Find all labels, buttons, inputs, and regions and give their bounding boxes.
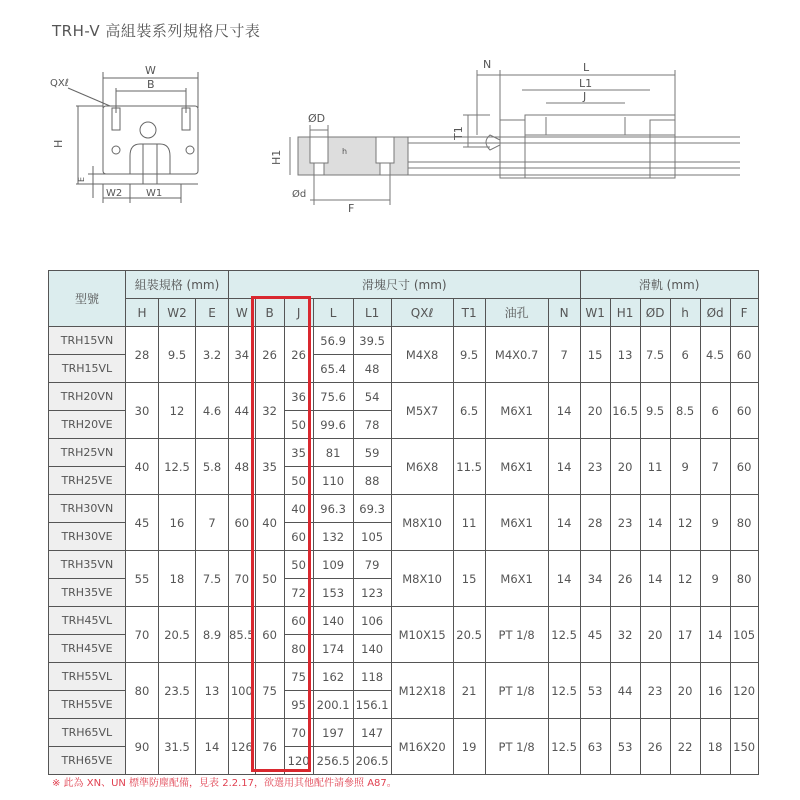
label-L: L: [583, 61, 590, 74]
cell-H1: 23: [610, 495, 640, 551]
cell-H: 30: [126, 383, 159, 439]
cell-B: 26: [255, 327, 284, 383]
col-F: F: [730, 299, 758, 327]
cell-L1: 123: [353, 579, 391, 607]
col-J: J: [284, 299, 313, 327]
cell-Od: 7: [700, 439, 730, 495]
cell-H: 45: [126, 495, 159, 551]
cell-L1: 147: [353, 719, 391, 747]
cell-F: 150: [730, 719, 758, 775]
cell-h: 20: [670, 663, 700, 719]
col-Od: Ød: [700, 299, 730, 327]
model-cell: TRH25VE: [49, 467, 126, 495]
cell-E: 4.6: [196, 383, 229, 439]
cell-W: 85.5: [229, 607, 256, 663]
cell-L1: 48: [353, 355, 391, 383]
cell-W1: 23: [580, 439, 610, 495]
col-oil-hole: 油孔: [485, 299, 548, 327]
spec-table-body: [49, 327, 759, 775]
label-W: W: [145, 64, 156, 77]
cell-F: 60: [730, 383, 758, 439]
col-W1: W1: [580, 299, 610, 327]
cell-L: 140: [313, 607, 353, 635]
cell-J: 35: [284, 439, 313, 467]
cell-T1: 15: [453, 551, 485, 607]
model-cell: TRH25VN: [49, 439, 126, 467]
cell-W1: 45: [580, 607, 610, 663]
cell-F: 80: [730, 551, 758, 607]
cell-QXl: M8X10: [391, 495, 453, 551]
label-W1: W1: [146, 188, 163, 199]
cell-H: 80: [126, 663, 159, 719]
cell-N: 12.5: [548, 663, 580, 719]
cell-N: 7: [548, 327, 580, 383]
cell-oil: M6X1: [485, 439, 548, 495]
cell-L: 56.9: [313, 327, 353, 355]
cell-h: 6: [670, 327, 700, 383]
cell-QXl: M6X8: [391, 439, 453, 495]
cell-N: 12.5: [548, 607, 580, 663]
cell-L1: 78: [353, 411, 391, 439]
header-model: 型號: [49, 271, 126, 327]
cell-oil: M6X1: [485, 383, 548, 439]
label-T1: T1: [452, 126, 465, 140]
cell-h: 12: [670, 495, 700, 551]
cell-H1: 32: [610, 607, 640, 663]
cell-OD: 20: [640, 607, 670, 663]
cell-L1: 206.5: [353, 747, 391, 775]
cell-E: 7.5: [196, 551, 229, 607]
cell-N: 12.5: [548, 719, 580, 775]
col-T1: T1: [453, 299, 485, 327]
header-assembly: 組裝規格 (mm): [126, 271, 229, 299]
column-header-row: [49, 299, 759, 327]
cell-W: 126: [229, 719, 256, 775]
cell-H: 70: [126, 607, 159, 663]
cell-L: 99.6: [313, 411, 353, 439]
cell-h: 9: [670, 439, 700, 495]
cell-OD: 23: [640, 663, 670, 719]
col-E: E: [196, 299, 229, 327]
cell-T1: 11: [453, 495, 485, 551]
cell-L1: 69.3: [353, 495, 391, 523]
cell-OD: 9.5: [640, 383, 670, 439]
cell-J: 72: [284, 579, 313, 607]
cell-W: 34: [229, 327, 256, 383]
cell-Od: 16: [700, 663, 730, 719]
col-QXl: QXℓ: [391, 299, 453, 327]
label-H1: H1: [270, 149, 283, 165]
cell-T1: 11.5: [453, 439, 485, 495]
cell-L1: 39.5: [353, 327, 391, 355]
cell-W2: 12.5: [159, 439, 196, 495]
cell-B: 60: [255, 607, 284, 663]
cell-H: 28: [126, 327, 159, 383]
cell-Od: 6: [700, 383, 730, 439]
cell-W1: 20: [580, 383, 610, 439]
cell-J: 50: [284, 411, 313, 439]
cell-E: 7: [196, 495, 229, 551]
cell-W: 100: [229, 663, 256, 719]
cell-T1: 20.5: [453, 607, 485, 663]
cell-QXl: M16X20: [391, 719, 453, 775]
cell-L1: 59: [353, 439, 391, 467]
label-J: J: [583, 90, 587, 103]
cell-W1: 28: [580, 495, 610, 551]
cell-QXl: M8X10: [391, 551, 453, 607]
cell-J: 80: [284, 635, 313, 663]
model-cell: TRH65VE: [49, 747, 126, 775]
cell-h: 8.5: [670, 383, 700, 439]
cell-W2: 16: [159, 495, 196, 551]
cell-W1: 34: [580, 551, 610, 607]
footnote: ※ 此為 XN、UN 標準防塵配備，見表 2.2.17，欲選用其他配件請參照 A87。: [52, 778, 397, 789]
cell-oil: M4X0.7: [485, 327, 548, 383]
label-QXl: QXℓ: [50, 78, 69, 89]
cell-OD: 11: [640, 439, 670, 495]
cell-T1: 6.5: [453, 383, 485, 439]
cell-N: 14: [548, 439, 580, 495]
cell-L1: 54: [353, 383, 391, 411]
cell-L: 75.6: [313, 383, 353, 411]
cell-W: 48: [229, 439, 256, 495]
cell-Od: 4.5: [700, 327, 730, 383]
page-title: TRH-V 高組裝系列規格尺寸表: [52, 22, 261, 40]
cell-W2: 9.5: [159, 327, 196, 383]
cell-L: 153: [313, 579, 353, 607]
cell-J: 95: [284, 691, 313, 719]
cell-H1: 53: [610, 719, 640, 775]
label-Od: Ød: [292, 189, 307, 200]
cell-E: 14: [196, 719, 229, 775]
cell-H: 40: [126, 439, 159, 495]
cell-h: 22: [670, 719, 700, 775]
cell-L1: 105: [353, 523, 391, 551]
cell-oil: PT 1/8: [485, 663, 548, 719]
cell-L1: 88: [353, 467, 391, 495]
model-cell: TRH20VN: [49, 383, 126, 411]
cell-N: 14: [548, 495, 580, 551]
cell-J: 60: [284, 607, 313, 635]
cell-L: 162: [313, 663, 353, 691]
header-block: 滑塊尺寸 (mm): [229, 271, 581, 299]
col-h: h: [670, 299, 700, 327]
cell-L: 256.5: [313, 747, 353, 775]
model-cell: TRH35VE: [49, 579, 126, 607]
col-H1: H1: [610, 299, 640, 327]
model-cell: TRH45VL: [49, 607, 126, 635]
cell-B: 75: [255, 663, 284, 719]
table-row: [49, 663, 759, 691]
cell-E: 5.8: [196, 439, 229, 495]
label-F: F: [348, 202, 355, 215]
cell-W: 60: [229, 495, 256, 551]
label-L1: L1: [579, 77, 593, 90]
label-N: N: [483, 58, 492, 71]
col-L: L: [313, 299, 353, 327]
cell-H1: 20: [610, 439, 640, 495]
cell-E: 13: [196, 663, 229, 719]
label-OD: ØD: [308, 112, 326, 125]
label-B: B: [147, 78, 155, 91]
cell-F: 60: [730, 327, 758, 383]
cell-h: 17: [670, 607, 700, 663]
cell-H1: 44: [610, 663, 640, 719]
cell-J: 75: [284, 663, 313, 691]
col-H: H: [126, 299, 159, 327]
cell-H1: 13: [610, 327, 640, 383]
model-cell: TRH30VN: [49, 495, 126, 523]
cell-F: 120: [730, 663, 758, 719]
cell-J: 70: [284, 719, 313, 747]
model-cell: TRH55VE: [49, 691, 126, 719]
cell-L1: 106: [353, 607, 391, 635]
cell-QXl: M5X7: [391, 383, 453, 439]
cell-oil: M6X1: [485, 551, 548, 607]
cell-E: 3.2: [196, 327, 229, 383]
cell-L: 110: [313, 467, 353, 495]
cell-W1: 15: [580, 327, 610, 383]
cell-L: 109: [313, 551, 353, 579]
table-row: [49, 495, 759, 523]
cell-L: 200.1: [313, 691, 353, 719]
cell-W2: 12: [159, 383, 196, 439]
cell-J: 26: [284, 327, 313, 383]
model-cell: TRH35VN: [49, 551, 126, 579]
col-N: N: [548, 299, 580, 327]
cell-L1: 118: [353, 663, 391, 691]
col-L1: L1: [353, 299, 391, 327]
cell-F: 60: [730, 439, 758, 495]
model-cell: TRH55VL: [49, 663, 126, 691]
cell-W2: 20.5: [159, 607, 196, 663]
cell-oil: PT 1/8: [485, 607, 548, 663]
cell-oil: PT 1/8: [485, 719, 548, 775]
cell-W1: 63: [580, 719, 610, 775]
cell-J: 120: [284, 747, 313, 775]
cell-J: 50: [284, 551, 313, 579]
table-row: [49, 607, 759, 635]
label-E: E: [77, 176, 86, 182]
cell-h: 12: [670, 551, 700, 607]
table-row: [49, 439, 759, 467]
table-row: [49, 383, 759, 411]
cell-OD: 26: [640, 719, 670, 775]
cell-H: 55: [126, 551, 159, 607]
cell-N: 14: [548, 551, 580, 607]
cell-oil: M6X1: [485, 495, 548, 551]
cell-Od: 9: [700, 551, 730, 607]
cell-B: 35: [255, 439, 284, 495]
cell-QXl: M4X8: [391, 327, 453, 383]
table-row: [49, 719, 759, 747]
cell-OD: 14: [640, 551, 670, 607]
model-cell: TRH65VL: [49, 719, 126, 747]
cell-H: 90: [126, 719, 159, 775]
cell-L: 81: [313, 439, 353, 467]
col-OD: ØD: [640, 299, 670, 327]
model-cell: TRH15VN: [49, 327, 126, 355]
cell-L: 96.3: [313, 495, 353, 523]
cell-L1: 156.1: [353, 691, 391, 719]
table-row: [49, 551, 759, 579]
cell-W2: 23.5: [159, 663, 196, 719]
cell-L1: 140: [353, 635, 391, 663]
cell-J: 50: [284, 467, 313, 495]
cell-B: 32: [255, 383, 284, 439]
cell-Od: 9: [700, 495, 730, 551]
cell-Od: 14: [700, 607, 730, 663]
col-W: W: [229, 299, 256, 327]
cell-B: 50: [255, 551, 284, 607]
model-cell: TRH45VE: [49, 635, 126, 663]
cell-J: 36: [284, 383, 313, 411]
cell-F: 105: [730, 607, 758, 663]
table-row: [49, 327, 759, 355]
model-cell: TRH30VE: [49, 523, 126, 551]
cell-B: 76: [255, 719, 284, 775]
cell-L: 132: [313, 523, 353, 551]
cell-W2: 18: [159, 551, 196, 607]
cell-B: 40: [255, 495, 284, 551]
cell-H1: 16.5: [610, 383, 640, 439]
cell-Od: 18: [700, 719, 730, 775]
cell-L: 174: [313, 635, 353, 663]
cell-N: 14: [548, 383, 580, 439]
cell-OD: 7.5: [640, 327, 670, 383]
label-W2: W2: [106, 188, 123, 199]
header-rail: 滑軌 (mm): [580, 271, 758, 299]
cell-W: 44: [229, 383, 256, 439]
cell-L: 65.4: [313, 355, 353, 383]
col-B: B: [255, 299, 284, 327]
label-h: h: [342, 147, 348, 156]
cell-T1: 21: [453, 663, 485, 719]
cell-L: 197: [313, 719, 353, 747]
model-cell: TRH20VE: [49, 411, 126, 439]
col-W2: W2: [159, 299, 196, 327]
cell-E: 8.9: [196, 607, 229, 663]
cell-QXl: M10X15: [391, 607, 453, 663]
cell-QXl: M12X18: [391, 663, 453, 719]
label-H: H: [52, 139, 65, 148]
cell-H1: 26: [610, 551, 640, 607]
cell-F: 80: [730, 495, 758, 551]
cell-T1: 19: [453, 719, 485, 775]
side-view-diagram: [250, 50, 750, 225]
cell-W2: 31.5: [159, 719, 196, 775]
cell-W: 70: [229, 551, 256, 607]
cell-W1: 53: [580, 663, 610, 719]
cell-T1: 9.5: [453, 327, 485, 383]
cell-J: 40: [284, 495, 313, 523]
model-cell: TRH15VL: [49, 355, 126, 383]
front-view-diagram: [48, 58, 218, 208]
cell-L1: 79: [353, 551, 391, 579]
cell-OD: 14: [640, 495, 670, 551]
spec-table: [48, 270, 759, 775]
cell-J: 60: [284, 523, 313, 551]
